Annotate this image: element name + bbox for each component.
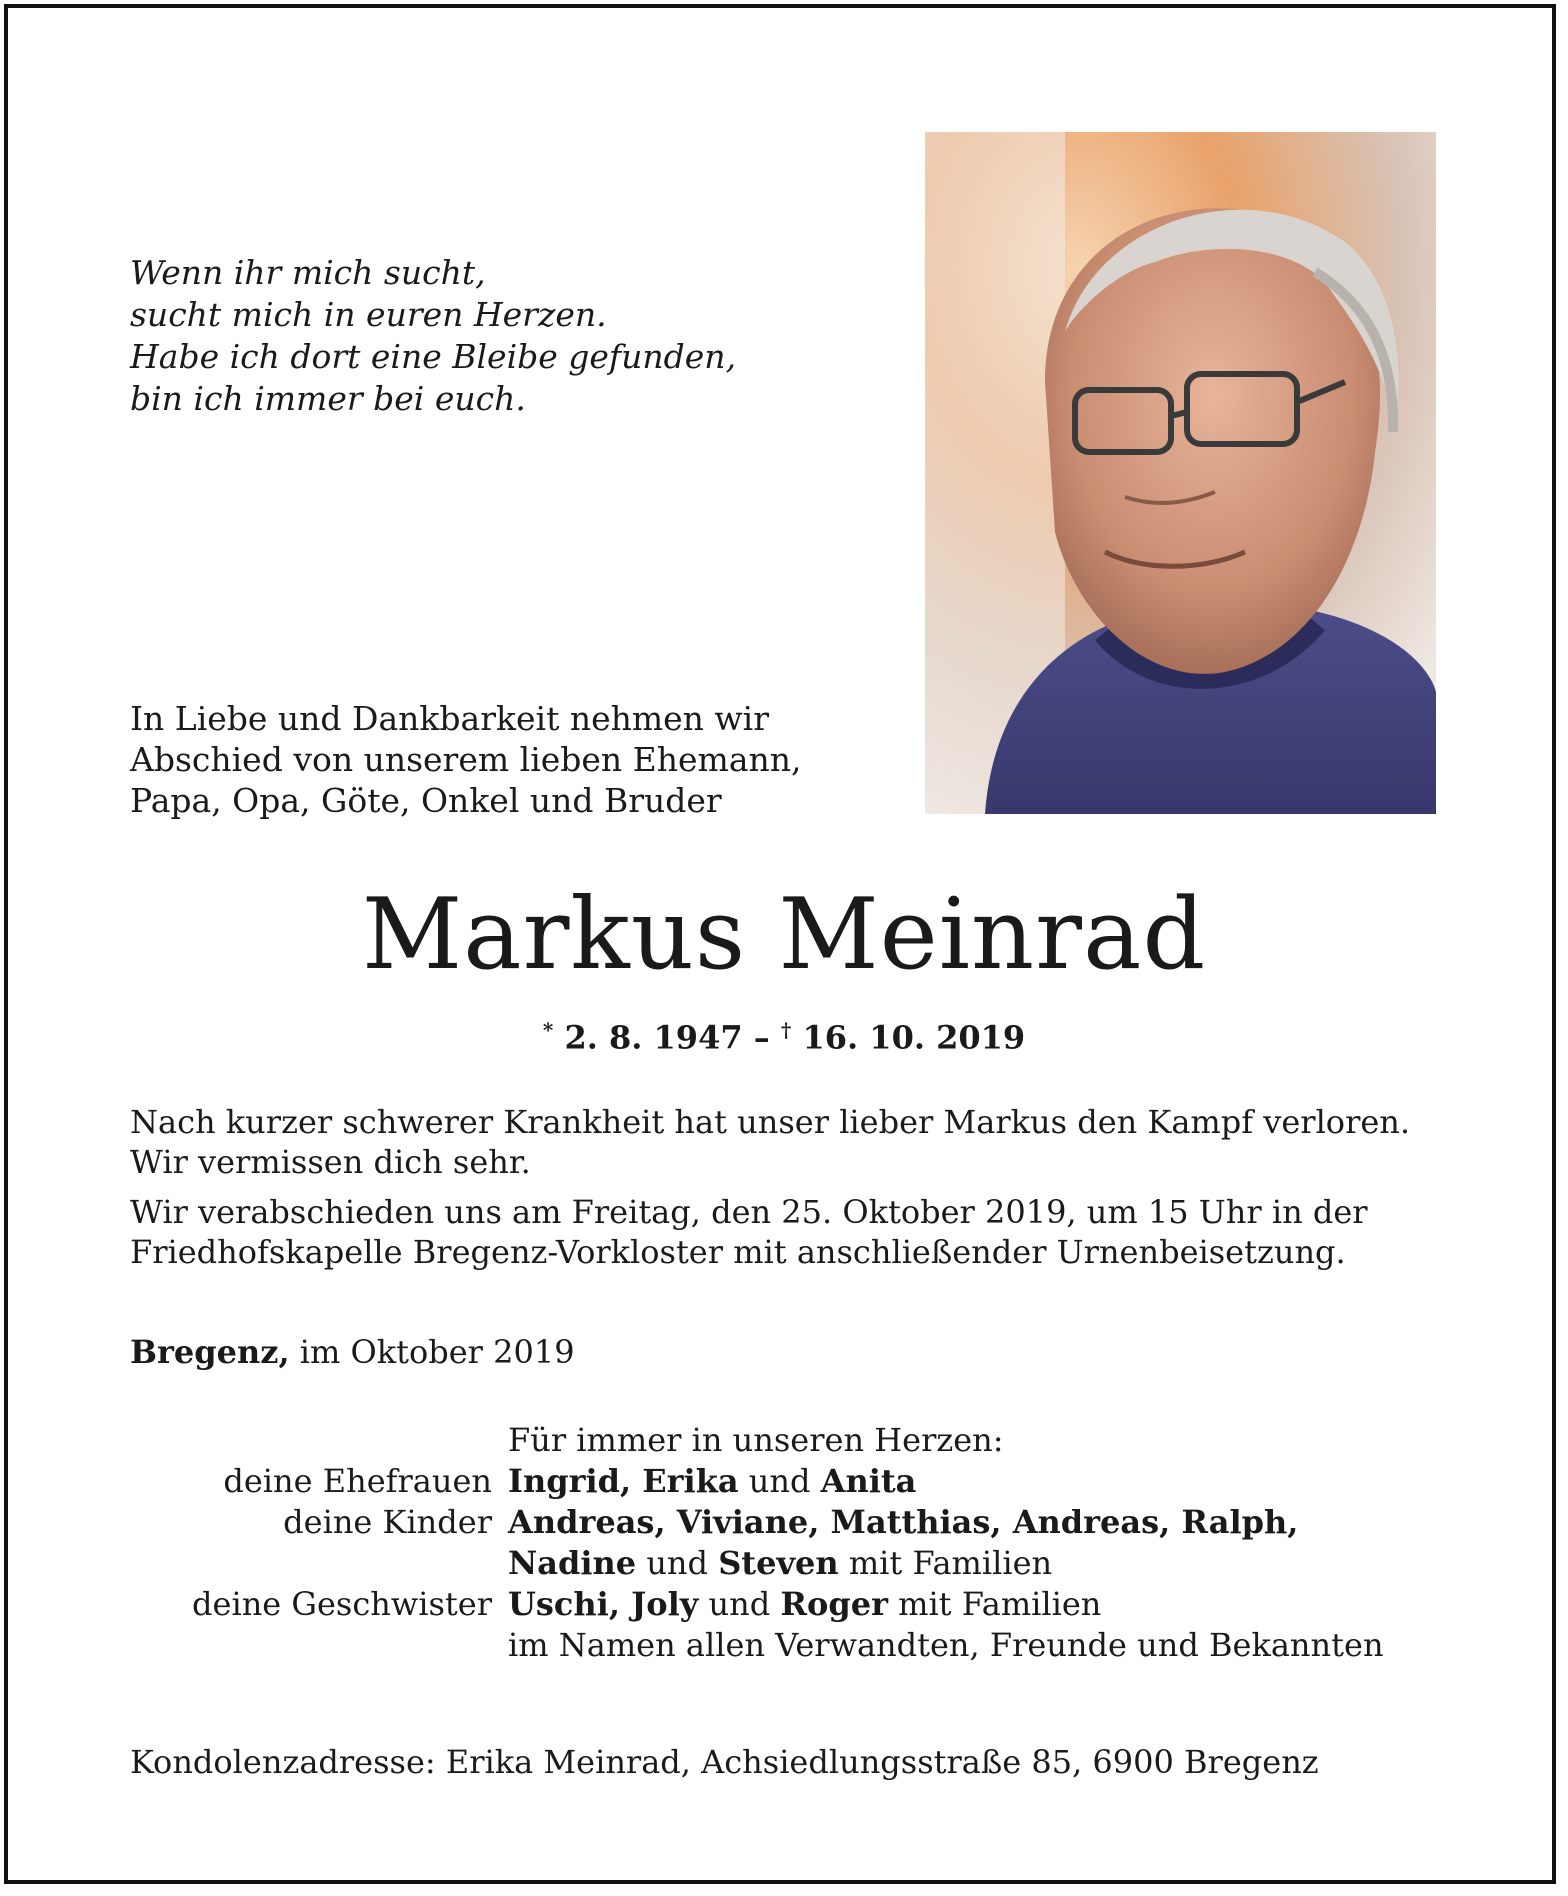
suffix: mit Familien — [848, 1544, 1053, 1582]
name-bold: Andreas, Viviane, Matthias, Andreas, Ralph, — [508, 1503, 1299, 1541]
death-date: 16. 10. 2019 — [802, 1018, 1026, 1057]
intro-line: In Liebe und Dankbarkeit nehmen wir — [130, 699, 770, 738]
conjunction: und — [646, 1544, 709, 1582]
conjunction: und — [748, 1462, 811, 1500]
signature-row — [150, 1461, 1384, 1502]
signature-label-empty — [150, 1420, 508, 1461]
intro-line: Papa, Opa, Göte, Onkel und Bruder — [130, 781, 722, 820]
place-date-text: im Oktober 2019 — [299, 1333, 575, 1371]
siblings-label: deine Geschwister — [192, 1585, 492, 1623]
intro-text — [130, 698, 802, 821]
wives-names — [508, 1461, 916, 1502]
signature-row — [150, 1584, 1384, 1625]
place-city: Bregenz, — [130, 1333, 290, 1371]
name-bold: Nadine — [508, 1544, 637, 1582]
name-bold: Ingrid, Erika — [508, 1462, 739, 1500]
body-line: Wir verabschieden uns am Freitag, den 25. Oktober 2019, um 15 Uhr in der — [130, 1193, 1368, 1231]
signature-row — [150, 1625, 1384, 1666]
suffix: mit Familien — [898, 1585, 1102, 1623]
conjunction: und — [708, 1585, 771, 1623]
body-paragraph — [130, 1192, 1460, 1272]
body-line: Friedhofskapelle Bregenz-Vorkloster mit anschließender Urnenbeisetzung. — [130, 1233, 1346, 1271]
children-names-cont — [508, 1543, 1052, 1584]
body-line: Wir vermissen dich sehr. — [130, 1143, 531, 1181]
poem-line: Habe ich dort eine Bleibe gefunden, — [130, 337, 737, 376]
body-line: Nach kurzer schwerer Krankheit hat unser lieber Markus den Kampf verloren. — [130, 1103, 1411, 1141]
children-names — [508, 1502, 1298, 1543]
birth-symbol: * — [542, 1018, 554, 1042]
date-separator: – — [753, 1018, 770, 1057]
name-bold: Uschi, Joly — [508, 1585, 699, 1623]
name-bold: Anita — [820, 1462, 917, 1500]
signature-row — [150, 1420, 1384, 1461]
poem-line: sucht mich in euren Herzen. — [130, 295, 607, 334]
poem-line: bin ich immer bei euch. — [130, 379, 526, 418]
signature-block — [150, 1420, 1384, 1666]
siblings-names — [508, 1584, 1101, 1625]
signature-label-empty — [150, 1625, 508, 1666]
portrait-photo — [925, 132, 1436, 814]
place-date — [130, 1332, 575, 1372]
signature-closing: im Namen allen Verwandten, Freunde und Bekannten — [508, 1626, 1384, 1664]
life-dates — [0, 1008, 1568, 1060]
poem-line: Wenn ihr mich sucht, — [130, 253, 486, 292]
signature-row — [150, 1543, 1384, 1584]
wives-label: deine Ehefrauen — [223, 1462, 492, 1500]
signature-label-empty — [150, 1543, 508, 1584]
signature-row — [150, 1502, 1384, 1543]
name-bold: Roger — [780, 1585, 888, 1623]
body-paragraph — [130, 1102, 1460, 1182]
condolence-address: Kondolenzadresse: Erika Meinrad, Achsiedlungsstraße 85, 6900 Bregenz — [130, 1743, 1319, 1781]
intro-line: Abschied von unserem lieben Ehemann, — [130, 740, 802, 779]
poem — [130, 252, 736, 420]
children-label: deine Kinder — [283, 1503, 492, 1541]
signature-heading: Für immer in unseren Herzen: — [508, 1421, 1004, 1459]
death-symbol: † — [780, 1018, 792, 1042]
birth-date: 2. 8. 1947 — [564, 1018, 743, 1057]
deceased-name: Markus Meinrad — [361, 878, 1207, 992]
name-bold: Steven — [718, 1544, 839, 1582]
body-text — [130, 1102, 1460, 1282]
